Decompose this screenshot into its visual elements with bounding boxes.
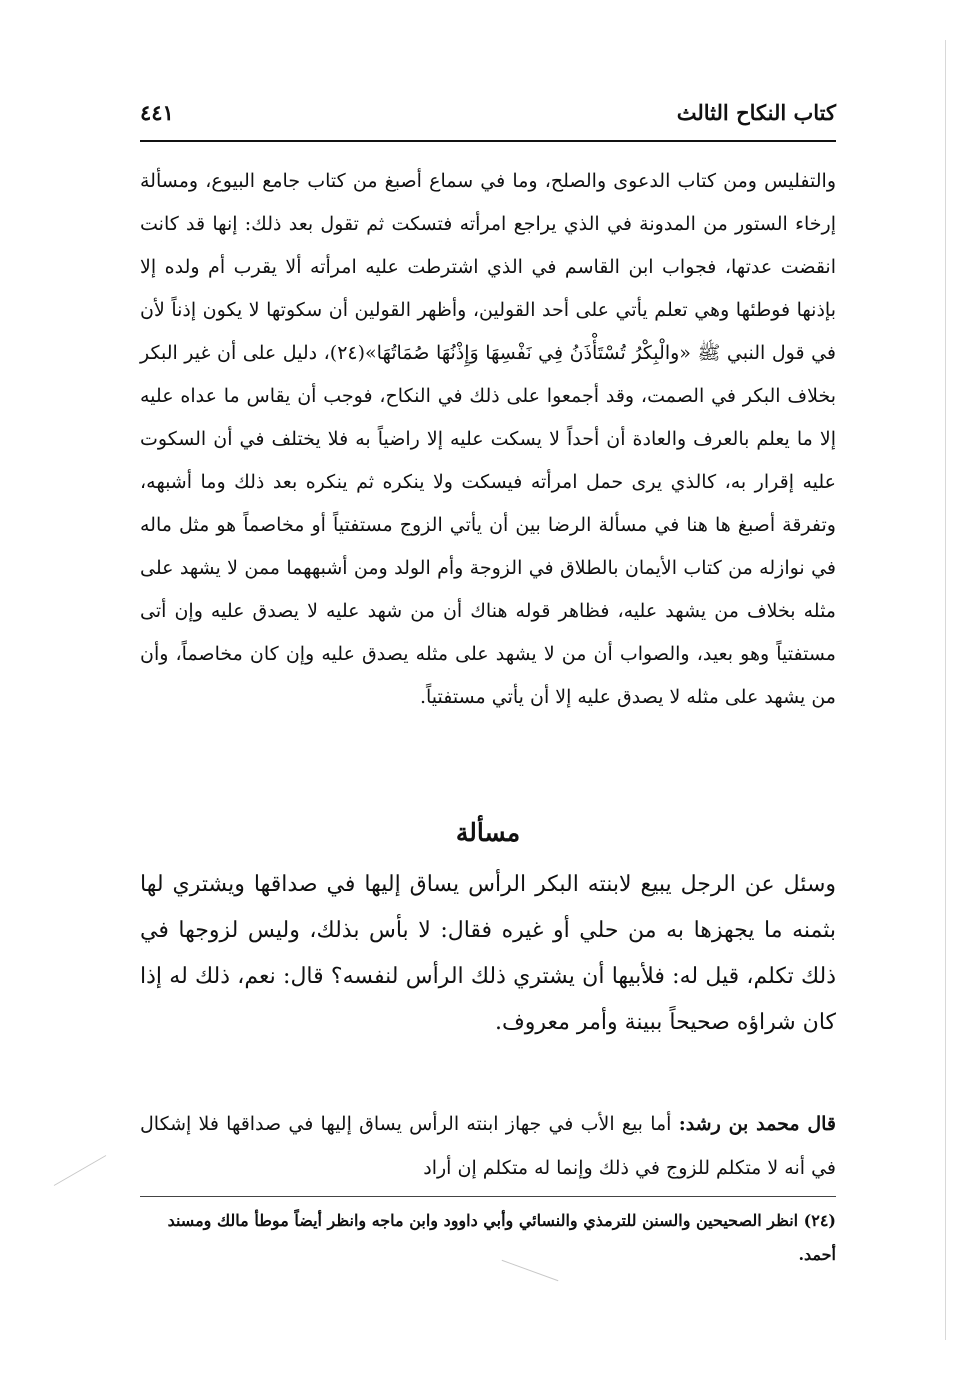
running-header bbox=[140, 98, 836, 138]
footnote: (٢٤) انظر الصحيحين والسنن للترمذي والنسائي وأبي داوود وابن ماجه وانظر أيضاً موطأ مالك ومسند أحمد. bbox=[167, 1211, 836, 1264]
section-heading: مسألة bbox=[455, 818, 521, 847]
body-paragraph: والتفليس ومن كتاب الدعوى والصلح، وما في سماع أصبغ من كتاب جامع البيوع، ومسألة إرخاء الستور من المدونة في الذي يراجع امرأته فتسكت ثم تقول بعد ذلك: إنها قد كانت انقضت عدتها، فجواب ابن القاسم في الذي اشترطت عليه امرأته ألا يقرب أم ولده إلا بإذنها فوطئها وهي تعلم يأتي على أحد القولين، وأظهر القولين أن سكوتها لا يكون إذناً لأن في قول النبي ﷺ «والْبِكْرُ تُسْتَأْذَنُ فِي نَفْسِهَا وَإِذْنُهَا صُمَاتُهَا»(٢٤)، دليل على أن غير البكر بخلاف البكر في الصمت، وقد أجمعوا على ذلك في النكاح، فوجب أن يقاس ما عداه عليه إلا ما يعلم بالعرف والعادة أن أحداً لا يسكت عليه إلا راضياً به فلا يختلف في أن السكوت عليه إقرار به، كالذي يرى حمل امرأته فيسكت ولا ينكره ثم ينكره بعد ذلك وما أشبهه، وتفرقة أصبغ ها هنا في مسألة الرضا بين أن يأتي الزوج مستفتياً أو مخاصماً هو مثل ماله في نوازله من كتاب الأيمان بالطلاق في الزوجة وأم الولد ومن أشبههما ممن لا يشهد على مثله بخلاف من يشهد عليه، فظاهر قوله هناك أن من شهد عليه لا يصدق عليه وإن أتى مستفتياً وهو بعيد، والصواب أن من لا يشهد على مثله يصدق عليه وإن كان مخاصماً، وأن من يشهد على مثله لا يصدق عليه إلا أن يأتي مستفتياً. bbox=[140, 170, 836, 708]
running-title: كتاب النكاح الثالث bbox=[676, 100, 836, 125]
question-paragraph: وسئل عن الرجل يبيع لابنته البكر الرأس يساق إليها في صداقها ويشتري لها بثمنه ما يجهزها به من حلي أو غيره فقال: لا بأس بذلك، وليس لزوجها في ذلك تكلم، قيل له: فلأبيها أن يشتري ذلك الرأس لنفسه؟ قال: نعم، ذلك له إذا كان شراؤه صحيحاً ببينة وأمر معروف. bbox=[140, 872, 836, 1035]
answer-text: أما بيع الأب في جهاز ابنته الرأس يساق إليها في صداقها فلا إشكال في أنه لا متكلم للزوج في ذلك وإنما له متكلم إن أراد bbox=[140, 1113, 836, 1179]
page-number: ٤٤١ bbox=[140, 100, 174, 125]
scan-mark bbox=[54, 1155, 106, 1186]
header-rule bbox=[140, 140, 836, 142]
scan-edge-line bbox=[945, 40, 946, 1340]
footnote-rule bbox=[140, 1196, 836, 1197]
answer-speaker: قال محمد بن رشد: bbox=[678, 1113, 836, 1135]
answer-paragraph bbox=[140, 1102, 836, 1190]
